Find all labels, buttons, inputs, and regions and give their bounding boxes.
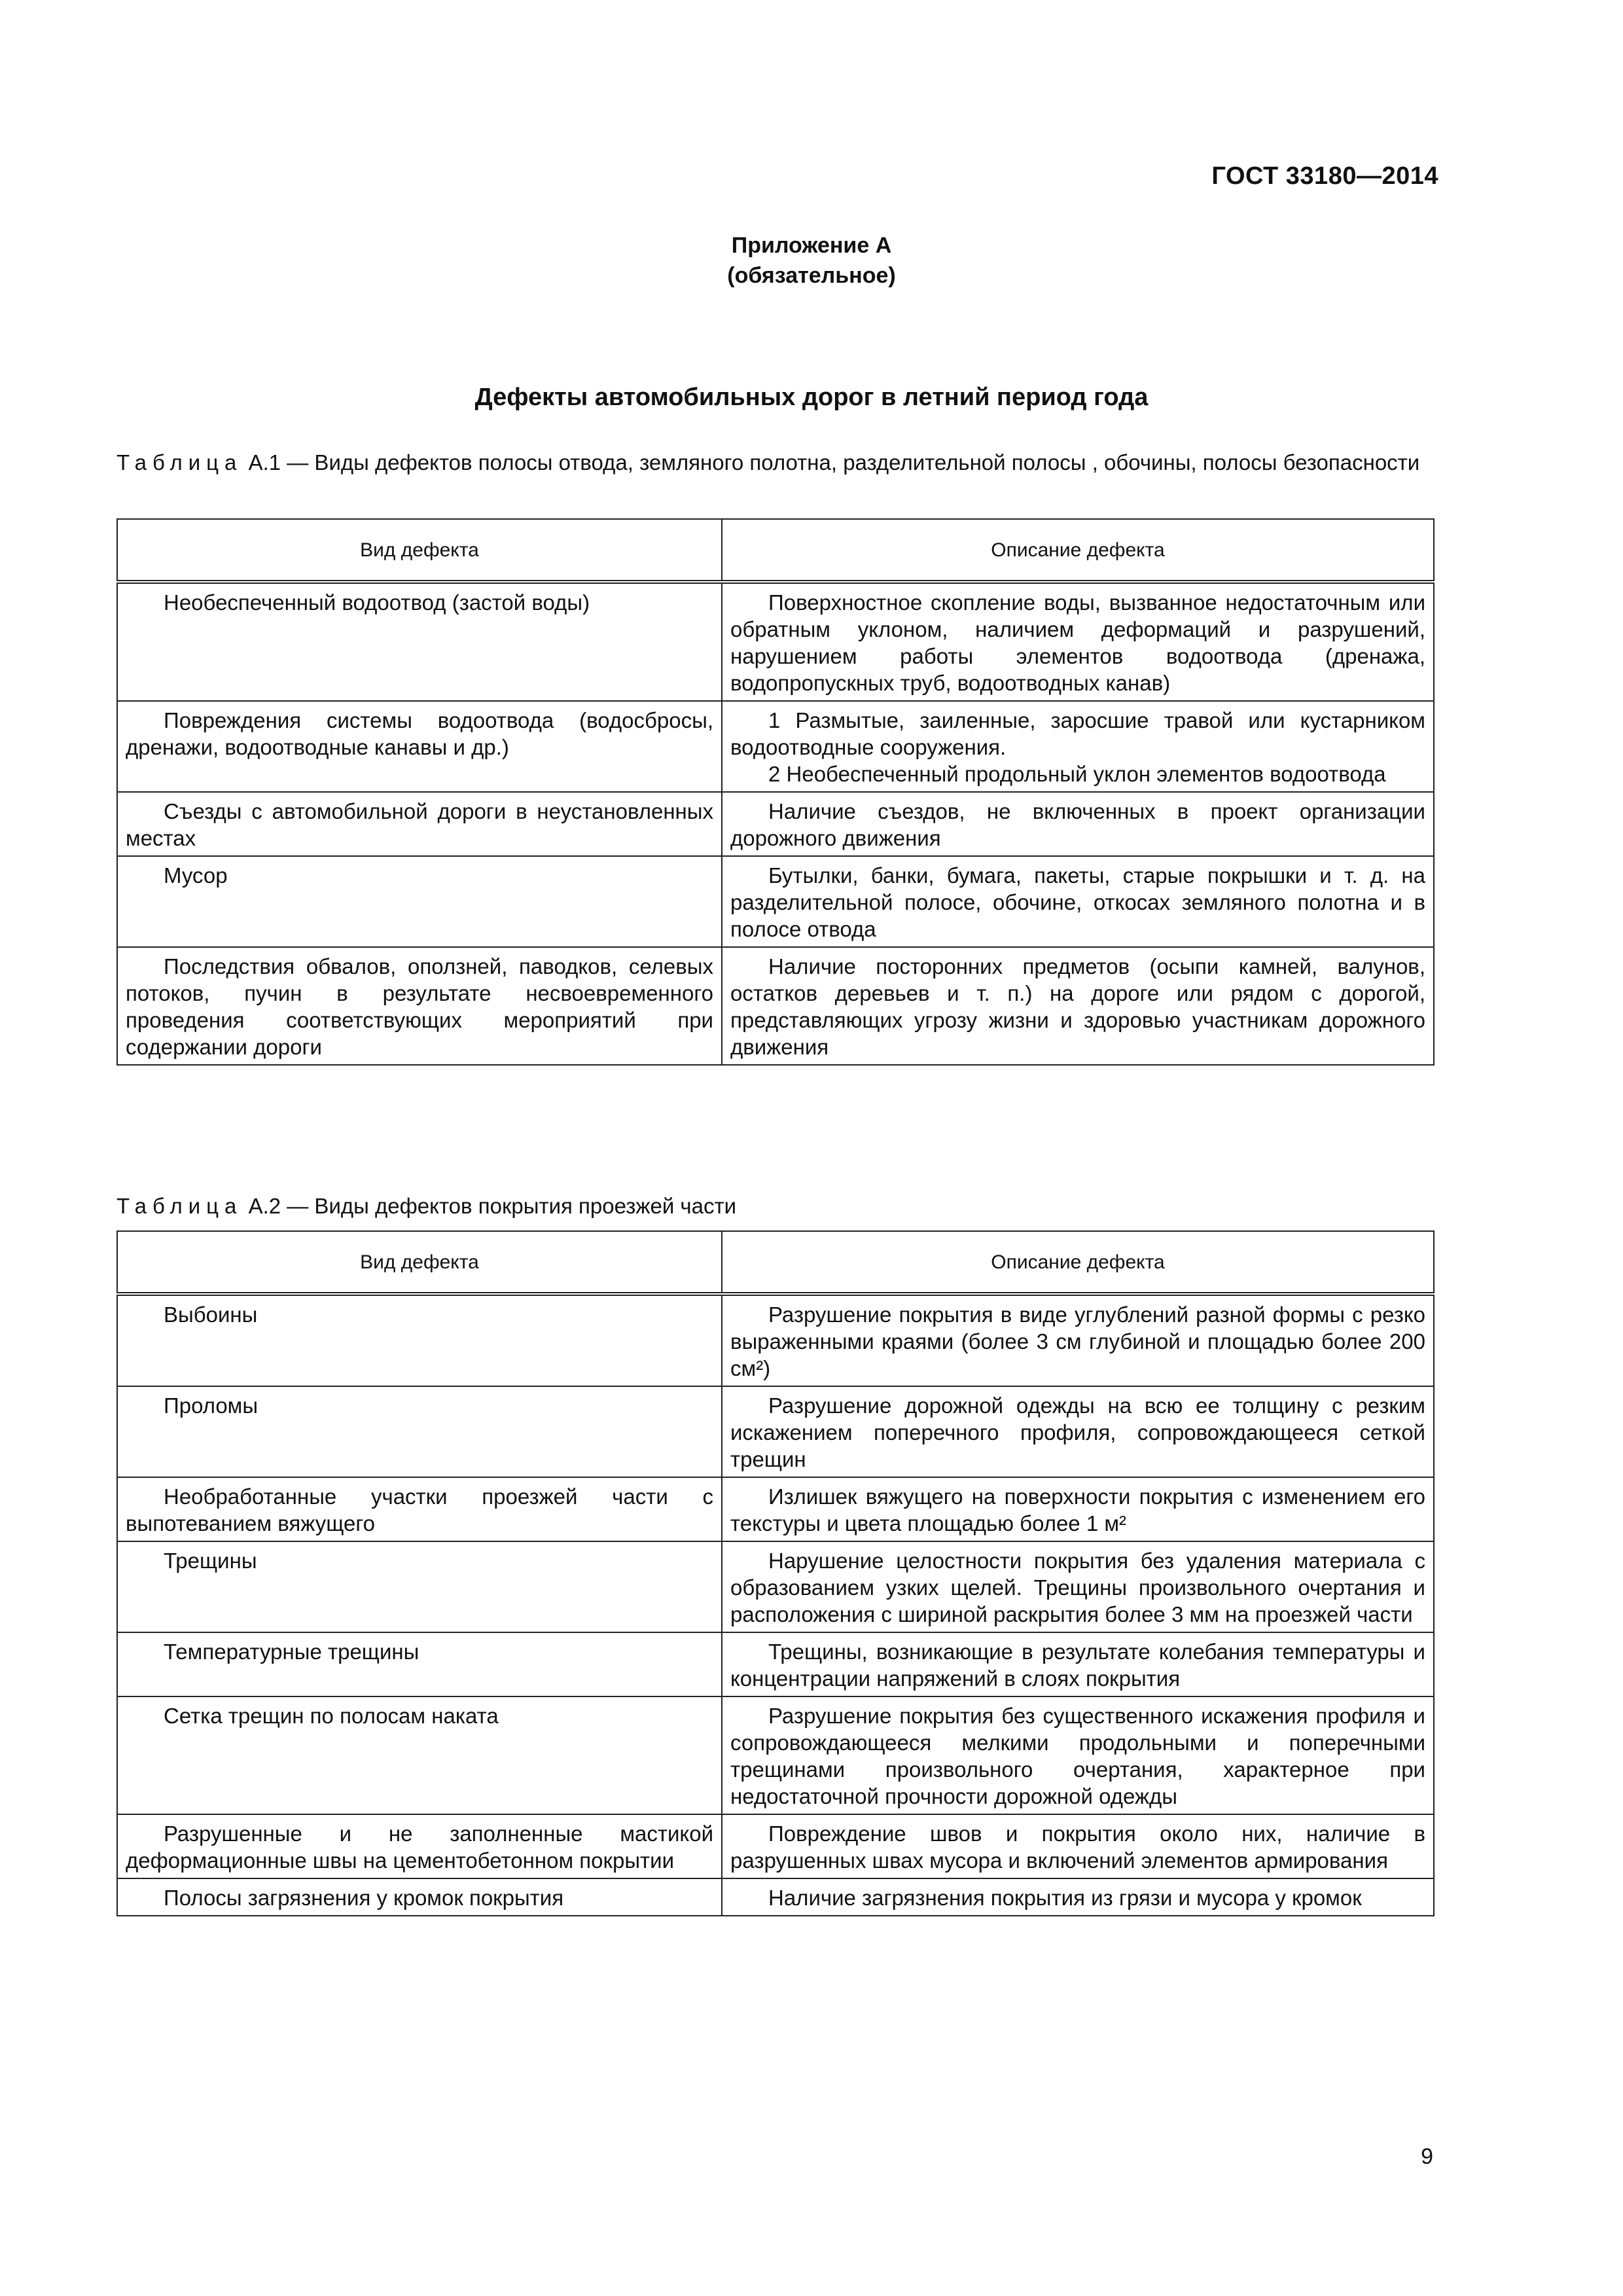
defect-type-text: Выбоины [164,1302,258,1327]
defect-type-text: Температурные трещины [164,1640,419,1664]
defect-type-cell [117,856,722,947]
defect-type-cell [117,1386,722,1477]
column-header-defect-description: Описание дефекта [722,519,1434,582]
page-number: 9 [1421,2144,1433,2169]
defect-type-text: Полосы загрязнения у кромок покрытия [164,1886,564,1910]
defect-description-text: Излишек вяжущего на поверхности покрытия с изменением его текстуры и цвета площадью более 1 м² [730,1484,1425,1535]
table-row [117,701,1434,792]
defect-description-cell [722,701,1434,792]
appendix-type: (обязательное) [727,263,896,288]
defect-type-text: Проломы [164,1393,259,1418]
defect-description-text: Разрушение покрытия без существенного искажения профиля и сопровождающееся мелкими продольными и поперечными трещинами произвольного очертания, характерное при недостаточной прочности дорожной одежды [730,1704,1425,1808]
defect-description-cell [722,1696,1434,1814]
table-row [117,947,1434,1065]
defect-type-text: Съезды с автомобильной дороги в неустановленных местах [126,799,713,850]
defect-type-cell [117,1814,722,1878]
standard-header: ГОСТ 33180—2014 [1211,162,1438,190]
section-title: Дефекты автомобильных дорог в летний период года [474,384,1149,411]
defect-type-cell [117,1294,722,1386]
defect-description-text: 1 Размытые, заиленные, заросшие травой или кустарником водоотводные сооружения. [730,708,1425,759]
defect-type-text: Необработанные участки проезжей части с выпотеванием вяжущего [126,1484,713,1535]
table-row [117,582,1434,701]
table-row [117,1541,1434,1632]
table-a2-header-row [117,1231,1434,1294]
defect-type-text: Трещины [164,1549,257,1573]
defect-description-text: Разрушение дорожной одежды на всю ее толщину с резким искажением поперечного профиля, сопровождающееся сеткой трещин [730,1393,1425,1471]
defect-type-cell [117,1632,722,1696]
defect-type-text: Последствия обвалов, оползней, паводков, селевых потоков, пучин в результате несвоевременного проведения соответствующих мероприятий при содержании дороги [126,954,713,1059]
table-a1-caption [116,449,1433,476]
defect-description-cell [722,1878,1434,1916]
defect-description-text: Бутылки, банки, бумага, пакеты, старые покрышки и т. д. на разделительной полосе, обочине, откосах земляного полотна и в полосе отвода [730,863,1425,941]
column-header-defect-description: Описание дефекта [722,1231,1434,1294]
table-a2 [116,1230,1435,1916]
defect-type-cell [117,1878,722,1916]
defect-type-cell [117,1696,722,1814]
defect-description-cell [722,1814,1434,1878]
defect-description-text: Наличие загрязнения покрытия из грязи и мусора у кромок [768,1886,1362,1910]
column-header-defect-type: Вид дефекта [117,1231,722,1294]
defect-description-text: Повреждение швов и покрытия около них, наличие в разрушенных швах мусора и включений элементов армирования [730,1821,1425,1873]
table-a2-caption [116,1193,1433,1219]
table-row [117,1878,1434,1916]
defect-type-text: Сетка трещин по полосам наката [164,1704,499,1728]
defect-description-cell [722,1477,1434,1541]
table-row [117,1696,1434,1814]
table-row [117,792,1434,856]
defect-type-text: Необеспеченный водоотвод (застой воды) [164,590,590,615]
defect-type-cell [117,792,722,856]
table-a1-caption-word: Таблица [116,450,243,475]
defect-description-cell [722,1294,1434,1386]
table-a1 [116,518,1435,1066]
defect-description-text: Наличие посторонних предметов (осыпи камней, валунов, остатков деревьев и т. п.) на дороге или рядом с дорогой, представляющих угрозу жизни и здоровью участникам дорожного движения [730,954,1425,1059]
table-a1-caption-text: А.1 — Виды дефектов полосы отвода, земляного полотна, разделительной полосы , обочины, полосы безопасности [248,450,1420,475]
defect-description-cell [722,582,1434,701]
defect-description-text: Поверхностное скопление воды, вызванное недостаточным или обратным уклоном, наличием деформаций и разрушений, нарушением работы элементов водоотвода (дренажа, водопропускных труб, водоотводных канав) [730,590,1425,695]
column-header-defect-type: Вид дефекта [117,519,722,582]
defect-type-cell [117,582,722,701]
table-row [117,1632,1434,1696]
defect-type-cell [117,1541,722,1632]
appendix-title: Приложение А [731,233,892,258]
defect-description-text: Разрушение покрытия в виде углублений разной формы с резко выраженными краями (более 3 см глубиной и площадью более 200 см²) [730,1302,1425,1380]
table-a2-caption-text: А.2 — Виды дефектов покрытия проезжей части [248,1194,737,1218]
defect-description-cell [722,1632,1434,1696]
defect-description-text: 2 Необеспеченный продольный уклон элементов водоотвода [768,762,1386,786]
defect-type-text: Повреждения системы водоотвода (водосбросы, дренажи, водоотводные канавы и др.) [126,708,713,759]
defect-type-text: Разрушенные и не заполненные мастикой деформационные швы на цементобетонном покрытии [126,1821,713,1873]
defect-description-text: Трещины, возникающие в результате колебания температуры и концентрации напряжений в слоях покрытия [730,1640,1425,1691]
defect-type-text: Мусор [164,863,228,888]
defect-description-cell [722,792,1434,856]
table-a2-caption-word: Таблица [116,1194,243,1218]
defect-description-cell [722,1386,1434,1477]
defect-description-cell [722,947,1434,1065]
table-row [117,1814,1434,1878]
defect-type-cell [117,947,722,1065]
table-row [117,856,1434,947]
table-row [117,1477,1434,1541]
defect-description-cell [722,856,1434,947]
table-a1-header-row [117,519,1434,582]
defect-description-text: Наличие съездов, не включенных в проект организации дорожного движения [730,799,1425,850]
defect-type-cell [117,701,722,792]
table-row [117,1294,1434,1386]
defect-type-cell [117,1477,722,1541]
defect-description-cell [722,1541,1434,1632]
defect-description-text: Нарушение целостности покрытия без удаления материала с образованием узких щелей. Трещины произвольного очертания и расположения с шириной раскрытия более 3 мм на проезжей части [730,1549,1425,1626]
table-row [117,1386,1434,1477]
